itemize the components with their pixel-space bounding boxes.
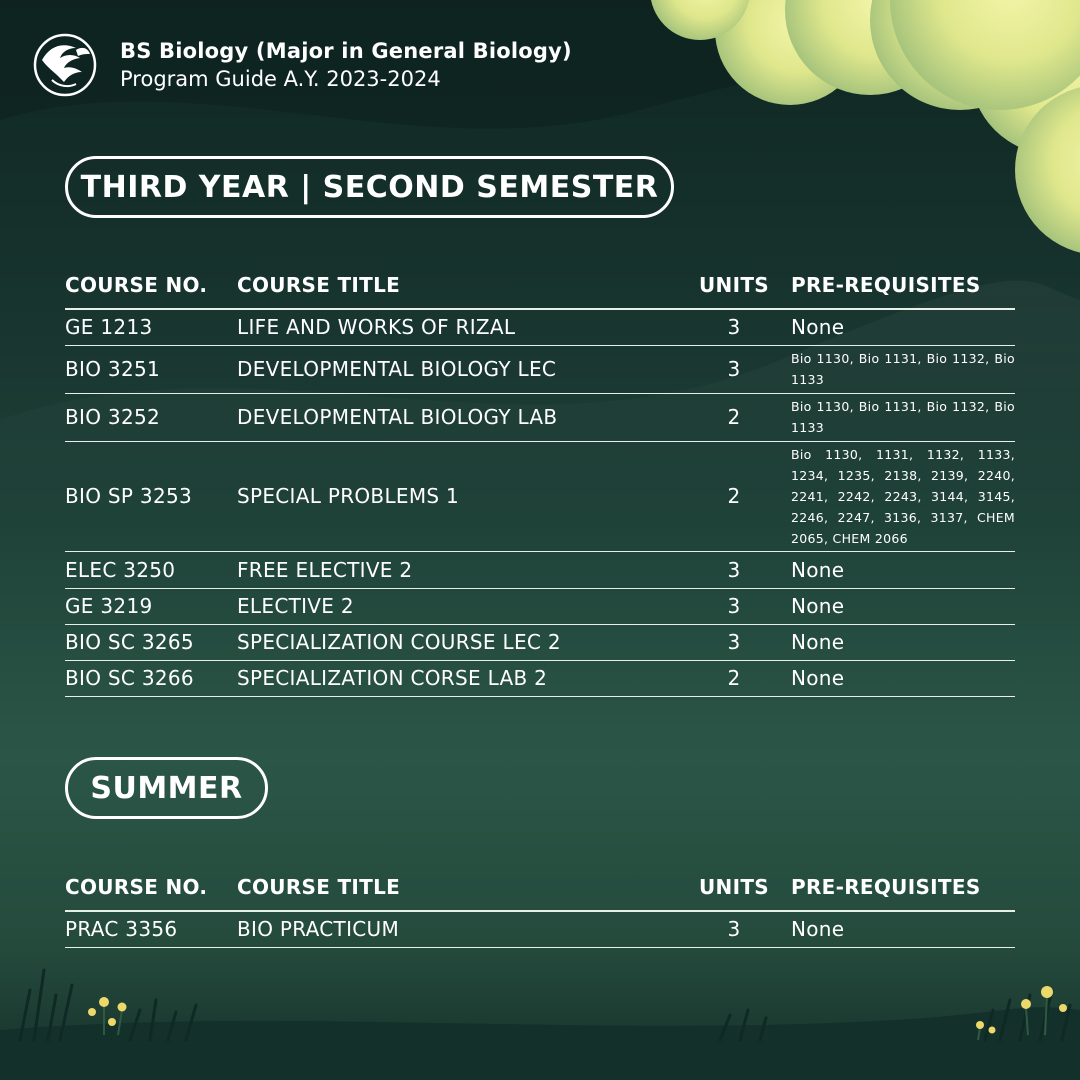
column-header-course-title: COURSE TITLE — [237, 262, 677, 309]
course-units: 3 — [677, 309, 791, 345]
course-units: 3 — [677, 588, 791, 624]
course-code: BIO SP 3253 — [65, 441, 237, 551]
table-row — [65, 660, 1015, 696]
course-code: GE 3219 — [65, 588, 237, 624]
course-units: 2 — [677, 660, 791, 696]
course-units: 2 — [677, 393, 791, 441]
course-title: SPECIAL PROBLEMS 1 — [237, 441, 677, 551]
column-header-prerequisites: PRE-REQUISITES — [791, 864, 1015, 911]
course-prereq: None — [791, 624, 1015, 660]
ground-hill — [0, 1007, 1080, 1080]
table-row — [65, 309, 1015, 345]
table-row — [65, 588, 1015, 624]
course-units: 2 — [677, 441, 791, 551]
course-code: GE 1213 — [65, 309, 237, 345]
column-header-course-no: COURSE NO. — [65, 262, 237, 309]
table-header-row — [65, 262, 1015, 309]
course-prereq: None — [791, 911, 1015, 947]
course-units: 3 — [677, 624, 791, 660]
section-label-summer: SUMMER — [65, 757, 268, 819]
table-row — [65, 441, 1015, 551]
course-code: BIO SC 3265 — [65, 624, 237, 660]
course-title: SPECIALIZATION COURSE LEC 2 — [237, 624, 677, 660]
column-header-units: UNITS — [677, 262, 791, 309]
eagle-logo-icon — [32, 32, 98, 98]
course-code: BIO 3251 — [65, 345, 237, 393]
course-prereq: None — [791, 551, 1015, 588]
table-row — [65, 624, 1015, 660]
header — [32, 32, 572, 98]
program-subtitle: Program Guide A.Y. 2023-2024 — [120, 67, 441, 91]
table-row — [65, 345, 1015, 393]
course-prereq: Bio 1130, 1131, 1132, 1133, 1234, 1235, 2138, 2139, 2240, 2241, 2242, 2243, 3144, 3145, 2246, 2247, 3136, 3137, CHEM 2065, CHEM 2066 — [791, 441, 1015, 551]
course-title: ELECTIVE 2 — [237, 588, 677, 624]
course-title: BIO PRACTICUM — [237, 911, 677, 947]
column-header-prerequisites: PRE-REQUISITES — [791, 262, 1015, 309]
table-header-row — [65, 864, 1015, 911]
course-code: BIO SC 3266 — [65, 660, 237, 696]
column-header-course-title: COURSE TITLE — [237, 864, 677, 911]
course-units: 3 — [677, 551, 791, 588]
course-code: PRAC 3356 — [65, 911, 237, 947]
course-table-third-year — [65, 262, 1015, 697]
course-title: DEVELOPMENTAL BIOLOGY LAB — [237, 393, 677, 441]
course-title: FREE ELECTIVE 2 — [237, 551, 677, 588]
column-header-units: UNITS — [677, 864, 791, 911]
course-units: 3 — [677, 345, 791, 393]
table-row — [65, 911, 1015, 947]
course-title: DEVELOPMENTAL BIOLOGY LEC — [237, 345, 677, 393]
column-header-course-no: COURSE NO. — [65, 864, 237, 911]
table-row — [65, 551, 1015, 588]
course-table-summer — [65, 864, 1015, 948]
course-prereq: None — [791, 588, 1015, 624]
course-prereq: Bio 1130, Bio 1131, Bio 1132, Bio 1133 — [791, 393, 1015, 441]
course-prereq: None — [791, 309, 1015, 345]
table-row — [65, 393, 1015, 441]
course-prereq: None — [791, 660, 1015, 696]
course-code: BIO 3252 — [65, 393, 237, 441]
course-title: LIFE AND WORKS OF RIZAL — [237, 309, 677, 345]
course-prereq: Bio 1130, Bio 1131, Bio 1132, Bio 1133 — [791, 345, 1015, 393]
program-title: BS Biology (Major in General Biology) — [120, 39, 572, 63]
section-label-third-year: THIRD YEAR | SECOND SEMESTER — [65, 156, 674, 218]
course-units: 3 — [677, 911, 791, 947]
course-title: SPECIALIZATION CORSE LAB 2 — [237, 660, 677, 696]
course-code: ELEC 3250 — [65, 551, 237, 588]
